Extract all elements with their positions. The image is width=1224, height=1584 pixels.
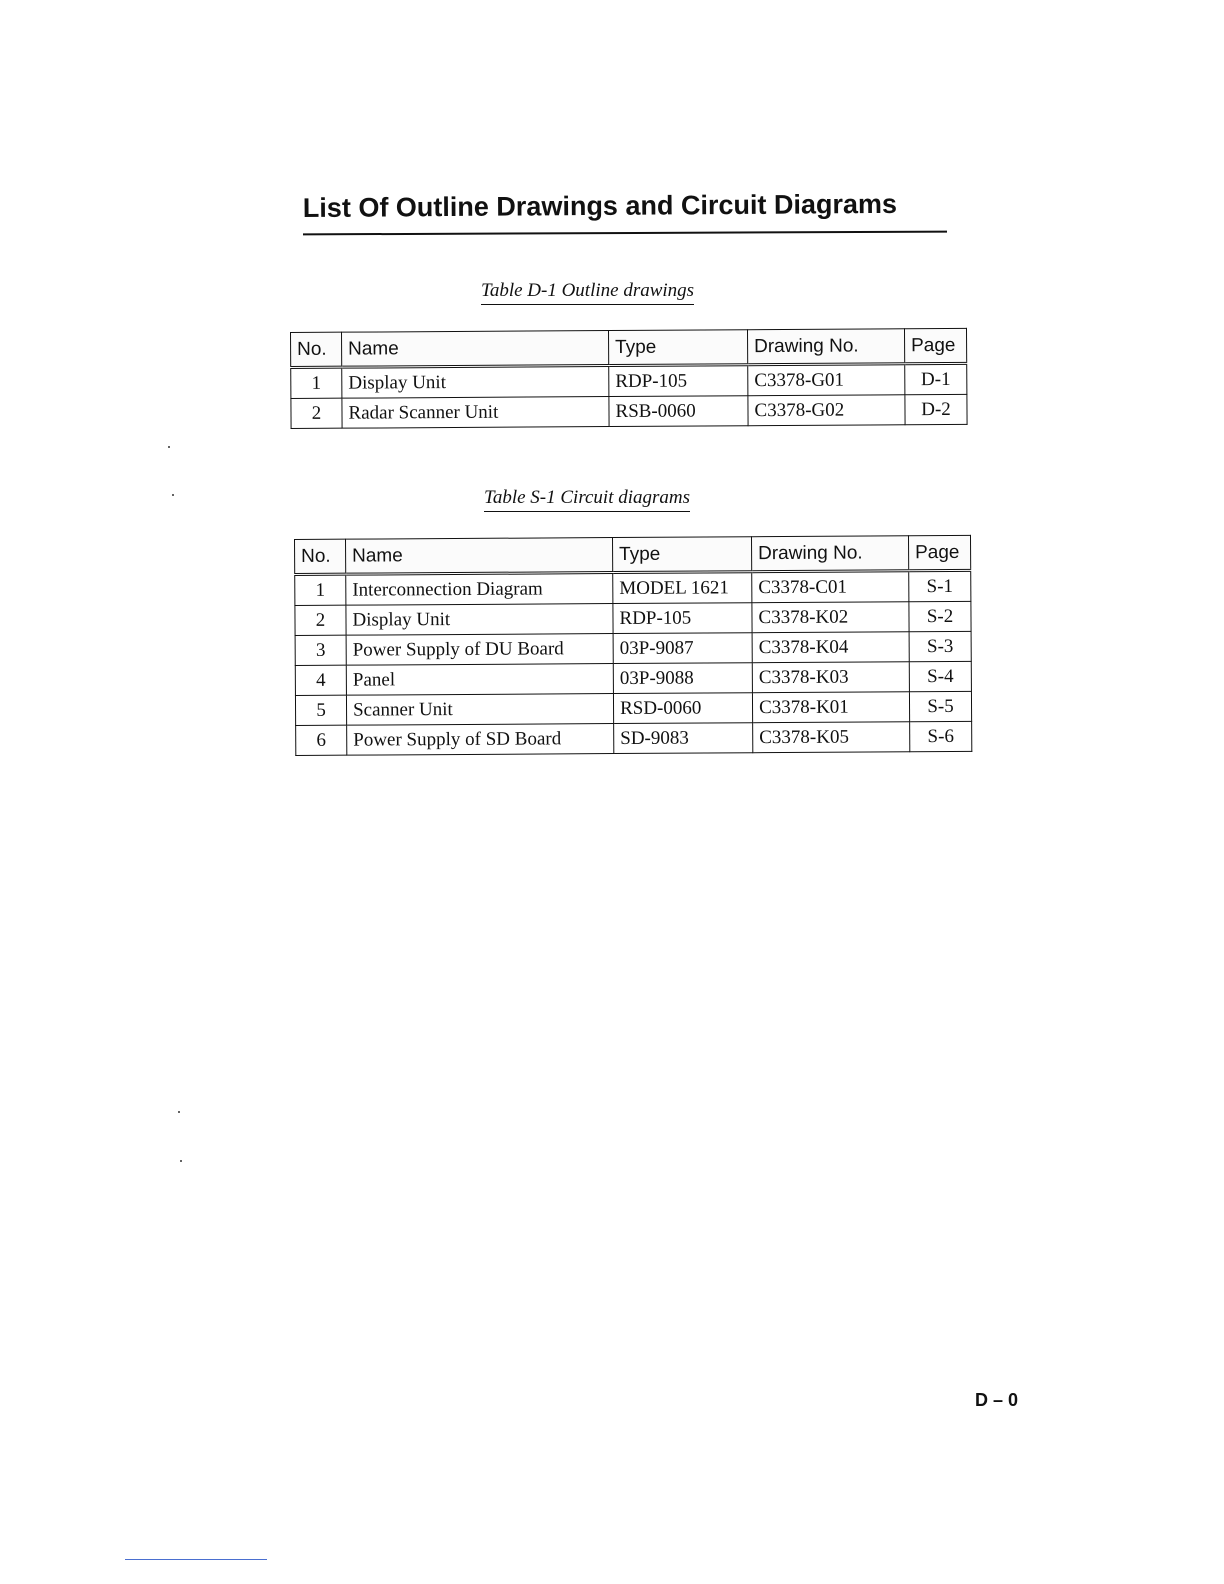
cell-drawing-no: C3378-C01: [752, 571, 909, 603]
cell-page: S-1: [909, 570, 971, 601]
cell-drawing-no: C3378-K01: [752, 692, 909, 723]
cell-name: Panel: [346, 664, 613, 696]
circuit-diagrams-table: [294, 535, 972, 756]
cell-no: 5: [295, 695, 346, 725]
cell-drawing-no: C3378-K02: [752, 602, 909, 633]
header-name: Name: [346, 538, 613, 575]
cell-drawing-no: C3378-G01: [748, 364, 905, 396]
cell-drawing-no: C3378-K05: [753, 722, 910, 753]
cell-page: S-2: [909, 601, 971, 631]
table-row: [291, 394, 967, 428]
cell-no: 1: [291, 367, 342, 398]
cell-no: 4: [295, 665, 346, 695]
table-row: [295, 570, 971, 605]
cell-type: RDP-105: [613, 603, 752, 634]
cell-no: 2: [295, 605, 346, 635]
cell-no: 2: [291, 398, 342, 428]
table-row: [296, 721, 972, 755]
cell-type: SD-9083: [614, 723, 753, 754]
cell-page: D-2: [905, 394, 967, 424]
title-underline: [303, 231, 947, 236]
table-row: [291, 363, 967, 398]
cell-page: S-6: [910, 721, 972, 751]
cell-name: Power Supply of SD Board: [347, 724, 614, 756]
circuit-table-caption: Table S-1 Circuit diagrams: [484, 486, 690, 512]
cell-name: Power Supply of DU Board: [346, 634, 613, 666]
table-row: [295, 631, 971, 665]
scan-speck: [180, 1160, 182, 1162]
scan-speck: [178, 1111, 180, 1113]
outline-table-caption: Table D-1 Outline drawings: [481, 279, 694, 305]
cell-drawing-no: C3378-K03: [752, 662, 909, 693]
cell-no: 3: [295, 635, 346, 665]
cell-page: S-4: [909, 661, 971, 691]
cell-no: 1: [295, 574, 346, 605]
table-header-row: [291, 328, 967, 367]
cell-page: S-3: [909, 631, 971, 661]
cell-drawing-no: C3378-G02: [748, 395, 905, 426]
cell-name: Display Unit: [346, 604, 613, 636]
cell-type: RDP-105: [609, 365, 748, 397]
header-page: Page: [904, 328, 966, 363]
scan-speck: [172, 494, 174, 496]
header-name: Name: [342, 331, 609, 368]
cell-name: Radar Scanner Unit: [342, 397, 609, 429]
header-type: Type: [608, 330, 747, 366]
header-drawing-no: Drawing No.: [751, 536, 908, 572]
header-no: No.: [295, 539, 346, 574]
cell-type: MODEL 1621: [613, 572, 752, 604]
cell-type: 03P-9087: [613, 633, 752, 664]
page-title: List Of Outline Drawings and Circuit Diagrams: [302, 188, 898, 224]
table-row: [295, 661, 971, 695]
cell-drawing-no: C3378-K04: [752, 632, 909, 663]
cell-name: Scanner Unit: [346, 694, 613, 726]
cell-name: Interconnection Diagram: [346, 573, 613, 606]
cell-type: 03P-9088: [613, 663, 752, 694]
cell-type: RSB-0060: [609, 396, 748, 427]
cell-type: RSD-0060: [613, 693, 752, 724]
table-header-row: [295, 535, 971, 574]
page-number: D – 0: [975, 1390, 1019, 1410]
cell-name: Display Unit: [342, 366, 609, 399]
header-no: No.: [291, 332, 342, 367]
header-drawing-no: Drawing No.: [747, 329, 904, 365]
footer-rule: [125, 1559, 267, 1560]
outline-drawings-table: [290, 328, 968, 429]
cell-no: 6: [296, 725, 347, 755]
header-type: Type: [612, 537, 751, 573]
table-row: [295, 691, 971, 725]
cell-page: D-1: [905, 363, 967, 394]
header-page: Page: [908, 535, 970, 570]
cell-page: S-5: [909, 691, 971, 721]
table-row: [295, 601, 971, 635]
scan-speck: [168, 446, 170, 448]
